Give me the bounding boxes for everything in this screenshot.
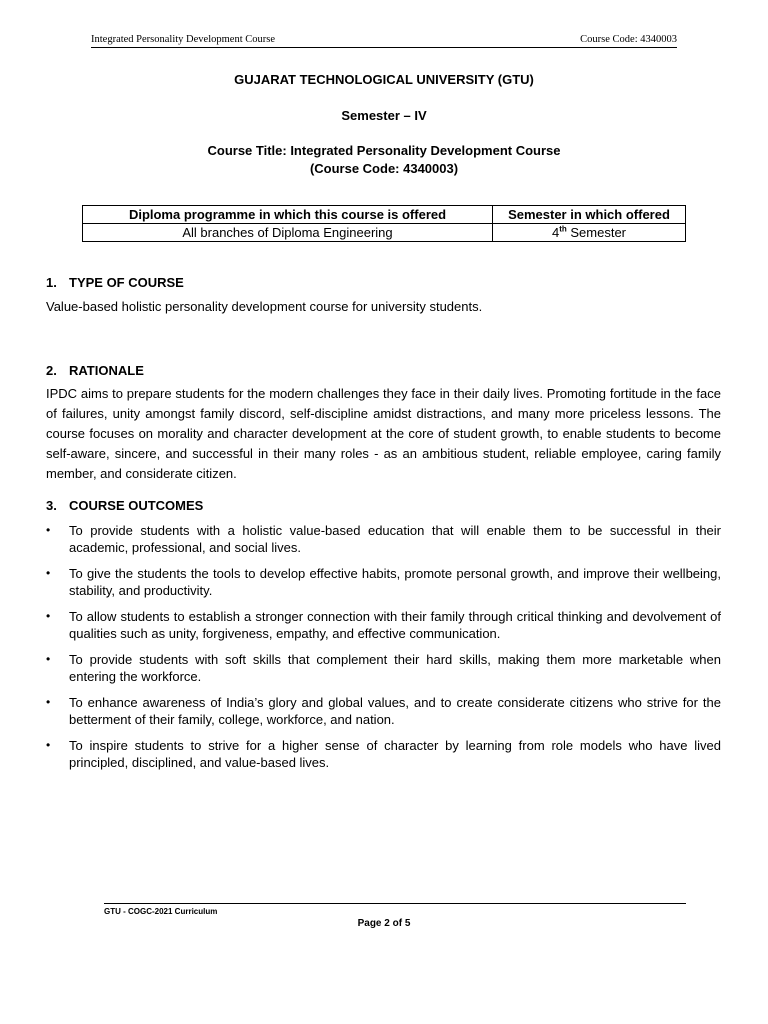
outcome-text: To inspire students to strive for a higher sense of character by learning from role models who have lived principled, disciplined, and value-based lives. <box>69 738 721 770</box>
section-title: COURSE OUTCOMES <box>69 498 204 513</box>
page-number: Page 2 of 5 <box>357 918 411 929</box>
footer-divider <box>104 903 686 904</box>
list-item <box>46 737 721 771</box>
section-title: RATIONALE <box>69 363 144 378</box>
outcome-text: To allow students to establish a stronger connection with their family through critical thinking and devolvement of qualities such as unity, forgiveness, empathy, and effective communication. <box>69 609 721 641</box>
outcome-text: To provide students with a holistic value-based education that will enable them to be successful in their academic, professional, and social lives. <box>69 523 721 555</box>
semester-number: 4 <box>551 224 560 240</box>
rationale-text: IPDC aims to prepare students for the modern challenges they face in their daily lives. Promoting fortitude in the face of failures, unity amongst family discord, self-discipline amidst distractions, and many more priceless lessons. The course focuses on morality and character development at the core of student growth, to enable students to become self-aware, sincere, and successful in their many roles - as an ambitious student, reliable employee, caring family member, and considerate citizen. <box>46 386 721 481</box>
list-item <box>46 565 721 599</box>
offer-table-semester <box>493 224 686 242</box>
outcomes-list <box>46 522 721 780</box>
course-title: Course Title: Integrated Personality Development Course <box>207 143 561 158</box>
bullet-icon: • <box>46 695 51 709</box>
page-header <box>91 33 677 48</box>
university-title: GUJARAT TECHNOLOGICAL UNIVERSITY (GTU) <box>234 72 534 87</box>
header-course-code: Course Code: 4340003 <box>580 34 677 45</box>
offer-table-header-semester: Semester in which offered <box>493 206 686 224</box>
section-heading-type <box>46 275 184 291</box>
section-title: TYPE OF COURSE <box>69 275 184 290</box>
bullet-icon: • <box>46 566 51 580</box>
course-code-title: (Course Code: 4340003) <box>309 161 459 176</box>
bullet-icon: • <box>46 652 51 666</box>
list-item <box>46 522 721 556</box>
semester-title: Semester – IV <box>341 108 427 123</box>
list-item <box>46 694 721 728</box>
offer-table <box>82 205 686 242</box>
list-item <box>46 608 721 642</box>
section-number: 1. <box>46 275 57 290</box>
section-number: 3. <box>46 498 57 513</box>
offer-table-header-programme: Diploma programme in which this course is offered <box>83 206 493 224</box>
outcome-text: To provide students with soft skills that complement their hard skills, making them more marketable when entering the workforce. <box>69 652 721 684</box>
list-item <box>46 651 721 685</box>
bullet-icon: • <box>46 738 51 752</box>
table-row <box>83 224 686 242</box>
offer-table-header-row <box>83 206 686 224</box>
type-text: Value-based holistic personality development course for university students. <box>46 299 483 314</box>
bullet-icon: • <box>46 523 51 537</box>
section-heading-rationale <box>46 363 144 379</box>
header-course-name: Integrated Personality Development Course <box>91 34 275 45</box>
semester-word: Semester <box>566 224 627 240</box>
outcome-text: To enhance awareness of India’s glory and global values, and to create considerate citizens who strive for the betterment of their family, college, workforce, and nation. <box>69 695 721 727</box>
semester-suffix: th <box>559 224 567 234</box>
section-heading-outcomes <box>46 498 203 514</box>
section-number: 2. <box>46 363 57 378</box>
bullet-icon: • <box>46 609 51 623</box>
footer-curriculum: GTU - COGC-2021 Curriculum <box>104 907 218 916</box>
offer-table-programme: All branches of Diploma Engineering <box>83 224 493 242</box>
outcome-text: To give the students the tools to develop effective habits, promote personal growth, and improve their wellbeing, stability, and productivity. <box>69 566 721 598</box>
